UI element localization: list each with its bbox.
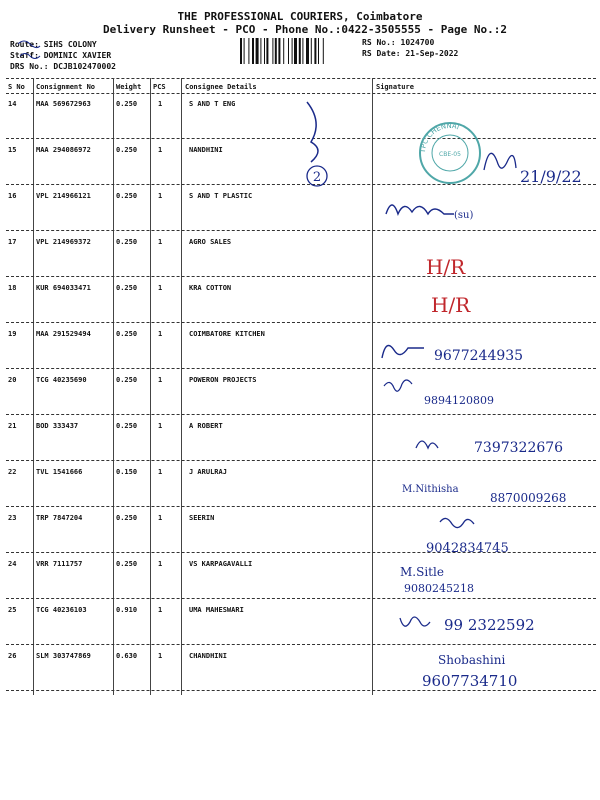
- cell-sno: 23: [8, 514, 17, 522]
- cell-pcs: 1: [158, 284, 163, 292]
- drs-label: DRS No.:: [10, 62, 49, 71]
- cell-pcs: 1: [158, 192, 163, 200]
- row-separator: [6, 460, 596, 461]
- column-divider: [33, 78, 34, 695]
- cell-pcs: 1: [158, 606, 163, 614]
- col-header-signature: Signature: [376, 83, 414, 91]
- signature-row-17: [420, 252, 500, 282]
- drs-value: DCJB102470002: [53, 62, 116, 71]
- phone-row-25: 99 2322592: [444, 616, 535, 634]
- stamp-ring-text: TPC CHENNAI: [418, 121, 461, 154]
- hr-note-row-18: H/R: [431, 293, 471, 317]
- column-divider: [150, 78, 151, 695]
- cell-sno: 20: [8, 376, 17, 384]
- cell-weight: 0.250: [116, 100, 138, 108]
- cell-consignment-no: SLM 303747869: [36, 652, 91, 660]
- cell-consignee: POWERON PROJECTS: [189, 376, 257, 384]
- cell-consignment-no: MAA 294086972: [36, 146, 91, 154]
- row-separator: [6, 276, 596, 277]
- circled-two-note: 2: [312, 170, 322, 185]
- phone-row-21: 7397322676: [474, 440, 564, 456]
- runsheet-title: Delivery Runsheet - PCO - Phone No.:0422-3505555 - Page No.:2: [103, 23, 507, 36]
- handwritten-scribble-icon: [14, 34, 54, 64]
- cell-pcs: 1: [158, 330, 163, 338]
- cell-sno: 24: [8, 560, 17, 568]
- signature-row-24: [396, 556, 566, 596]
- phone-row-26: 9607734710: [422, 672, 518, 690]
- cell-weight: 0.250: [116, 284, 138, 292]
- barcode-image: [240, 38, 352, 64]
- phone-row-24: 9080245218: [404, 582, 474, 595]
- signature-row-26: [420, 648, 598, 694]
- rs-no-label: RS No.:: [362, 38, 396, 47]
- col-header-pcs: PCS: [153, 83, 166, 91]
- rs-date-label: RS Date:: [362, 49, 401, 58]
- cell-sno: 18: [8, 284, 17, 292]
- header-top-rule: [6, 78, 596, 79]
- staff-label: Staff:: [10, 51, 39, 60]
- handwritten-bracket-icon: [295, 100, 345, 195]
- name-row-26: Shobashini: [438, 653, 506, 667]
- signature-row-19: [376, 336, 598, 370]
- signature-row-18: [425, 290, 505, 320]
- cell-pcs: 1: [158, 238, 163, 246]
- rs-date-line: [362, 49, 458, 58]
- cell-consignment-no: VRR 7111757: [36, 560, 83, 568]
- cell-sno: 21: [8, 422, 17, 430]
- row-separator: [6, 322, 596, 323]
- cell-consignment-no: TVL 1541666: [36, 468, 83, 476]
- cell-pcs: 1: [158, 560, 163, 568]
- signature-row-22: [398, 478, 598, 514]
- cell-pcs: 1: [158, 514, 163, 522]
- cell-sno: 19: [8, 330, 17, 338]
- cell-weight: 0.250: [116, 330, 138, 338]
- company-title: THE PROFESSIONAL COURIERS, Coimbatore: [177, 10, 423, 23]
- cell-weight: 0.250: [116, 192, 138, 200]
- cell-weight: 0.150: [116, 468, 138, 476]
- phone-row-20: 9894120809: [424, 394, 494, 407]
- col-header-consignee: Consignee Details: [185, 83, 257, 91]
- cell-pcs: 1: [158, 100, 163, 108]
- cell-sno: 22: [8, 468, 17, 476]
- cell-sno: 26: [8, 652, 17, 660]
- cell-consignee: VS KARPAGAVALLI: [189, 560, 253, 568]
- row-separator: [6, 644, 596, 645]
- phone-row-23: 9042834745: [426, 541, 509, 556]
- cell-sno: 25: [8, 606, 17, 614]
- cell-consignee: J ARULRAJ: [189, 468, 227, 476]
- hr-note-row-17: H/R: [426, 255, 466, 279]
- cell-weight: 0.250: [116, 560, 138, 568]
- cell-consignment-no: MAA 291529494: [36, 330, 91, 338]
- signature-row-25: [396, 606, 598, 640]
- cell-weight: 0.250: [116, 238, 138, 246]
- phone-row-22: 8870009268: [490, 491, 567, 505]
- rs-no-line: [362, 38, 434, 47]
- name-row-24: M.Sitle: [400, 565, 444, 579]
- cell-consignment-no: MAA 569672963: [36, 100, 91, 108]
- cell-weight: 0.250: [116, 514, 138, 522]
- cell-consignment-no: VPL 214969372: [36, 238, 91, 246]
- row-separator: [6, 414, 596, 415]
- rs-no-value: 1024700: [400, 38, 435, 47]
- col-header-weight: Weight: [116, 83, 142, 91]
- row-separator: [6, 230, 596, 231]
- cell-weight: 0.250: [116, 422, 138, 430]
- staff-value: DOMINIC XAVIER: [43, 51, 112, 60]
- cell-consignment-no: BOD 333437: [36, 422, 79, 430]
- cell-weight: 0.250: [116, 376, 138, 384]
- signature-row-20: [380, 372, 540, 412]
- cell-sno: 15: [8, 146, 17, 154]
- col-header-consignment: Consignment No: [36, 83, 96, 91]
- delivery-stamp: [415, 118, 485, 188]
- row-separator: [6, 598, 596, 599]
- cell-weight: 0.250: [116, 146, 138, 154]
- signature-row-23: [420, 512, 598, 558]
- cell-weight: 0.910: [116, 606, 138, 614]
- cell-consignee: UMA MAHESWARI: [189, 606, 244, 614]
- signature-row-21: [412, 430, 598, 460]
- rs-date-value: 21-Sep-2022: [405, 49, 459, 58]
- column-divider: [181, 78, 182, 695]
- cell-pcs: 1: [158, 652, 163, 660]
- name-row-22: M.Nithisha: [402, 484, 459, 495]
- cell-consignment-no: VPL 214966121: [36, 192, 91, 200]
- handwritten-su-note: (su): [454, 210, 474, 221]
- cell-sno: 14: [8, 100, 17, 108]
- cell-consignment-no: TCG 40235690: [36, 376, 87, 384]
- cell-weight: 0.630: [116, 652, 138, 660]
- cell-consignee: S AND T ENG: [189, 100, 236, 108]
- column-divider: [113, 78, 114, 695]
- cell-consignment-no: TRP 7847204: [36, 514, 83, 522]
- cell-consignee: SEERIN: [189, 514, 215, 522]
- route-value: SIHS COLONY: [43, 40, 97, 49]
- cell-pcs: 1: [158, 422, 163, 430]
- signature-row-15: [478, 130, 598, 190]
- cell-consignee: CHANDHINI: [189, 652, 227, 660]
- cell-consignment-no: TCG 40236103: [36, 606, 87, 614]
- stamp-center-text: CBE-05: [439, 151, 461, 158]
- cell-consignment-no: KUR 694033471: [36, 284, 91, 292]
- col-header-sno: S No: [8, 83, 25, 91]
- signature-row-16: [382, 188, 502, 228]
- cell-consignee: S AND T PLASTIC: [189, 192, 253, 200]
- cell-consignee: AGRO SALES: [189, 238, 232, 246]
- column-divider: [372, 78, 373, 695]
- phone-row-19: 9677244935: [434, 348, 524, 364]
- handwritten-date: 21/9/22: [520, 167, 582, 186]
- route-label: Route:: [10, 40, 39, 49]
- cell-consignee: NANDHINI: [189, 146, 223, 154]
- header-bottom-rule: [6, 93, 596, 94]
- cell-pcs: 1: [158, 376, 163, 384]
- cell-sno: 16: [8, 192, 17, 200]
- cell-consignee: COIMBATORE KITCHEN: [189, 330, 265, 338]
- cell-pcs: 1: [158, 468, 163, 476]
- cell-consignee: KRA COTTON: [189, 284, 232, 292]
- cell-sno: 17: [8, 238, 17, 246]
- cell-pcs: 1: [158, 146, 163, 154]
- cell-consignee: A ROBERT: [189, 422, 223, 430]
